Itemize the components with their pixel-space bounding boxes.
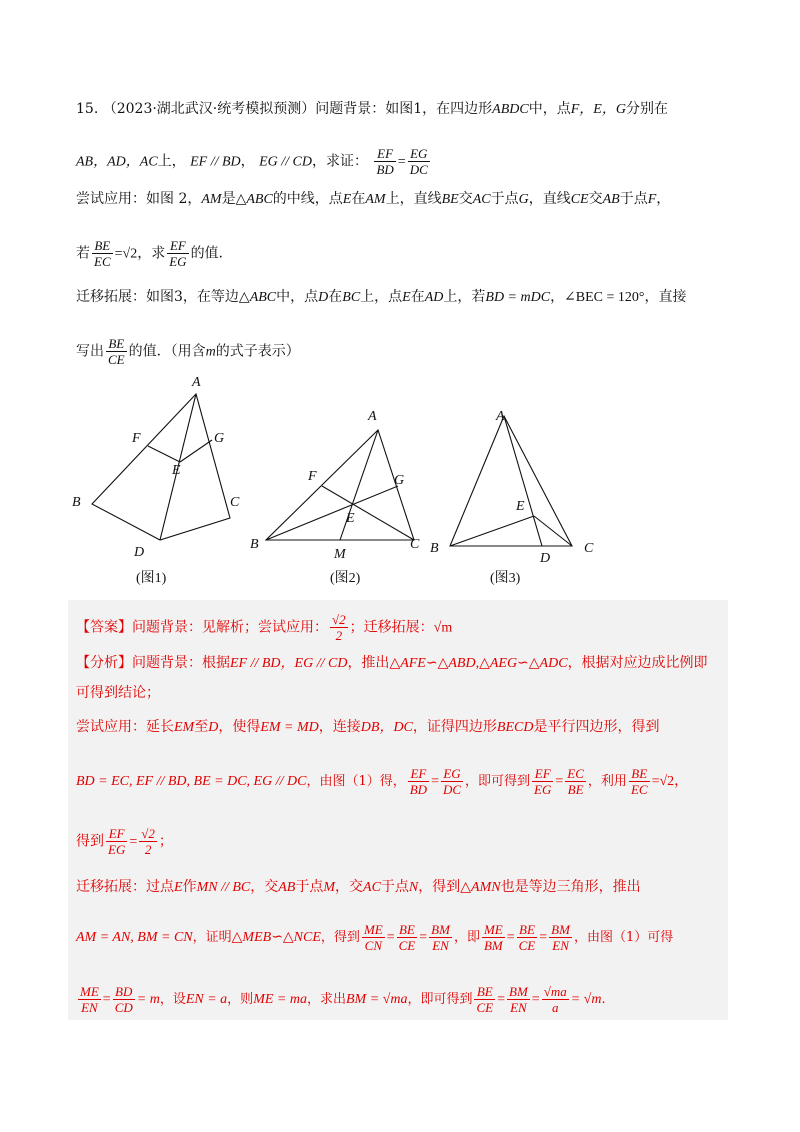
fraction: $\frac{EF}{EG}$ xyxy=(169,238,187,269)
analysis-line-5: 得到 $\frac{EF}{EG}$ = $\frac{√2}{2}$ ； xyxy=(76,826,173,857)
quad-label: ABDC xyxy=(492,102,529,117)
fraction: $\frac{BE}{CE}$ xyxy=(518,922,536,953)
fig1-label-G: G xyxy=(214,431,225,446)
fig2-label-B: B xyxy=(250,537,259,552)
fig2-label-E: E xyxy=(346,511,355,526)
fig2-triangle xyxy=(266,430,414,540)
fig1-label-C: C xyxy=(230,495,240,510)
analysis-line-3: 尝试应用：延长EM至D，使得EM = MD，连接DB，DC，证得四边形BECD是平行四边形，得到 xyxy=(76,719,660,735)
fig3-caption: (图3) xyxy=(490,571,521,586)
fig3-label-E: E xyxy=(516,499,525,514)
fig2-label-F: F xyxy=(308,469,317,484)
fig2-line-BG xyxy=(266,486,398,540)
fraction: $\frac{EF}{BD}$ xyxy=(409,766,428,797)
fraction: $\frac{BE}{CE}$ xyxy=(108,336,125,367)
fraction: $\frac{BE}{CE}$ xyxy=(476,984,494,1015)
fraction: $\frac{BM}{EN}$ xyxy=(509,984,528,1015)
fig2-caption: (图2) xyxy=(330,571,361,586)
fig3-line-AD xyxy=(504,416,542,546)
problem-source: （2023·湖北武汉·统考模拟预测） xyxy=(102,101,316,117)
fig3-line-BE xyxy=(450,516,534,546)
answer-line: 【答案】问题背景：见解析；尝试应用： $\frac{√2}{2}$ ；迁移拓展：√m xyxy=(76,612,453,643)
analysis-line-7: AM = AN, BM = CN，证明△MEB∽△NCE，得到 $\frac{ME}{CN}$ = $\frac{BE}{CE}$ = $\frac{BM}{EN}$ ，即 $\frac{ME}{BM}$ = $\frac{BE}{CE}$ = $\frac{BM}{EN}$ ，由图（1）可得 xyxy=(76,922,674,953)
fig1-quad xyxy=(92,394,230,540)
fraction: $\frac{BE}{CE}$ xyxy=(398,922,416,953)
fraction: $\frac{ME}{BM}$ xyxy=(483,922,503,953)
fraction: $\frac{BD}{CD}$ xyxy=(114,984,133,1015)
answer-block xyxy=(68,600,728,1020)
fig3-triangle xyxy=(450,416,572,546)
fraction: $\frac{ME}{EN}$ xyxy=(80,984,99,1015)
fraction: $\frac{BE}{EC}$ xyxy=(94,238,111,269)
analysis-tag: 【分析】 xyxy=(76,655,132,671)
fig1-label-B: B xyxy=(72,495,81,510)
fig1-label-A: A xyxy=(192,375,201,390)
fig3-label-D: D xyxy=(540,551,551,566)
fig1-label-D: D xyxy=(134,545,145,560)
fig1-label-E: E xyxy=(172,463,181,478)
problem-line-1: 15. （2023·湖北武汉·统考模拟预测）问题背景：如图1，在四边形ABDC中，点F，E，G分别在 xyxy=(76,101,668,117)
fraction: $\frac{BM}{EN}$ xyxy=(551,922,570,953)
fig2-label-M: M xyxy=(334,547,346,562)
fig1-label-F: F xyxy=(132,431,141,446)
analysis-line-1: 【分析】问题背景：根据EF // BD，EG // CD，推出△AFE∽△ABD,△AEG∽△ADC，根据对应边成比例即 xyxy=(76,655,708,671)
answer-tag: 【答案】 xyxy=(76,619,132,636)
fraction: $\frac{BM}{EN}$ xyxy=(431,922,450,953)
fig1-segment-EG xyxy=(180,440,212,462)
problem-line-3: 尝试应用：如图 2，AM是△ABC的中线，点E在AM上，直线BE交AC于点G，直线CE交AB于点F， xyxy=(76,191,671,207)
fraction: $\frac{√ma}{a}$ xyxy=(543,984,567,1015)
analysis-line-4: BD = EC, EF // BD, BE = DC, EG // DC，由图（1）得， $\frac{EF}{BD}$ = $\frac{EG}{DC}$ ，即可得到 $\frac{EF}{EG}$ = $\frac{EC}{BE}$ ，利用 $\frac{BE}{EC}$ =√2， xyxy=(76,766,689,797)
analysis-line-6: 迁移拓展：过点E作MN // BC，交AB于点M，交AC于点N，得到△AMN也是等边三角形，推出 xyxy=(76,879,641,895)
fig3-label-B: B xyxy=(430,541,439,556)
problem-line-4: 若 $\frac{BE}{EC}$ =√2，求 $\frac{EF}{EG}$ 的值. xyxy=(76,238,224,269)
fraction: $\frac{ME}{CN}$ xyxy=(363,922,383,953)
fraction: $\frac{√2}{2}$ xyxy=(332,612,346,643)
fraction: $\frac{EF}{EG}$ xyxy=(534,766,552,797)
problem-line-2: AB，AD，AC上， EF // BD， EG // CD，求证： $\frac{EF}{BD}$ = $\frac{EG}{DC}$ xyxy=(76,146,428,177)
fig2-label-A: A xyxy=(368,409,377,424)
problem-line-6: 写出 $\frac{BE}{CE}$ 的值．（用含m的式子表示） xyxy=(76,336,300,367)
fig2-line-CF xyxy=(322,486,414,540)
figures-svg xyxy=(60,368,620,596)
fig2-label-C: C xyxy=(410,537,420,552)
fraction: $\frac{EF}{BD}$ xyxy=(376,146,394,177)
problem-number: 15. xyxy=(76,101,99,117)
fraction: $\frac{BE}{EC}$ xyxy=(630,766,648,797)
fig1-caption: (图1) xyxy=(136,571,167,586)
fig3-label-C: C xyxy=(584,541,594,556)
fraction: $\frac{EF}{EG}$ xyxy=(108,826,126,857)
fig3-label-A: A xyxy=(496,409,505,424)
fig2-label-G: G xyxy=(394,473,405,488)
problem-line-5: 迁移拓展：如图3，在等边△ABC中，点D在BC上，点E在AD上，若BD = mDC，∠BEC = 120°，直接 xyxy=(76,289,687,305)
fraction: $\frac{EG}{DC}$ xyxy=(442,766,462,797)
fraction: $\frac{√2}{2}$ xyxy=(141,826,155,857)
analysis-line-2: 可得到结论； xyxy=(76,685,160,701)
fraction: $\frac{EC}{BE}$ xyxy=(567,766,584,797)
figures xyxy=(60,368,620,596)
fraction: $\frac{EG}{DC}$ xyxy=(409,146,428,177)
analysis-line-8: $\frac{ME}{EN}$ = $\frac{BD}{CD}$ = m，设EN = a，则ME = ma，求出BM = √ma，即可得到 $\frac{BE}{CE}$ = $\frac{BM}{EN}$ = $\frac{√ma}{a}$ = √m. xyxy=(80,984,606,1015)
fig1-segment-FE xyxy=(148,446,180,462)
fig3-line-EC xyxy=(534,516,572,546)
